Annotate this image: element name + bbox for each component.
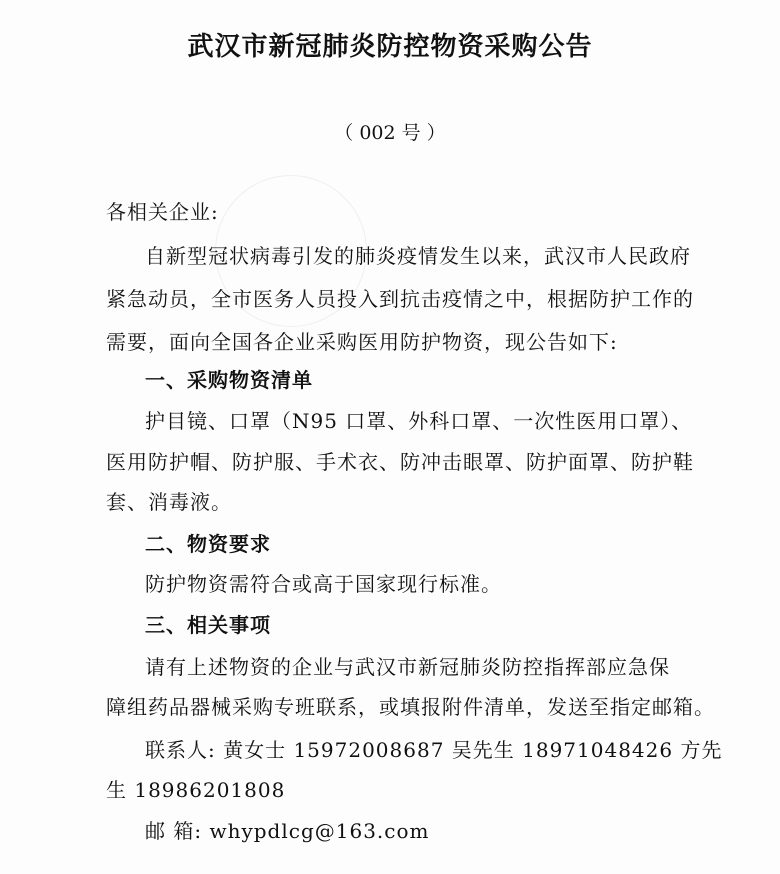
intro-line-2: 紧急动员，全市医务人员投入到抗击疫情之中，根据防护工作的 xyxy=(106,287,694,311)
intro-line-1: 自新型冠状病毒引发的肺炎疫情发生以来，武汉市人民政府 xyxy=(145,244,691,268)
section1-line-1: 护目镜、口罩（N95 口罩、外科口罩、一次性医用口罩）、 xyxy=(145,409,693,433)
section3-heading: 三、相关事项 xyxy=(145,613,271,637)
section3-line-1: 请有上述物资的企业与武汉市新冠肺炎防控指挥部应急保 xyxy=(145,655,670,679)
section2-heading: 二、物资要求 xyxy=(145,532,271,556)
section3-line-2: 障组药品器械采购专班联系，或填报附件清单，发送至指定邮箱。 xyxy=(106,695,715,719)
section1-heading: 一、采购物资清单 xyxy=(145,368,313,392)
salutation: 各相关企业: xyxy=(106,200,219,224)
section1-line-2: 医用防护帽、防护服、手术衣、防冲击眼罩、防护面罩、防护鞋 xyxy=(106,450,694,474)
contact-line-cont: 生 18986201808 xyxy=(106,778,286,802)
document-number: （ 002 号 ） xyxy=(334,122,446,144)
contact-line: 联系人: 黄女士 15972008687 吴先生 18971048426 方先 xyxy=(145,738,723,762)
email-line: 邮 箱: whypdlcg@163.com xyxy=(145,819,430,843)
section2-line-1: 防护物资需符合或高于国家现行标准。 xyxy=(145,572,502,596)
section1-line-3: 套、消毒液。 xyxy=(106,490,232,514)
document-title: 武汉市新冠肺炎防控物资采购公告 xyxy=(187,32,593,62)
intro-line-3: 需要，面向全国各企业采购医用防护物资，现公告如下: xyxy=(106,330,618,354)
